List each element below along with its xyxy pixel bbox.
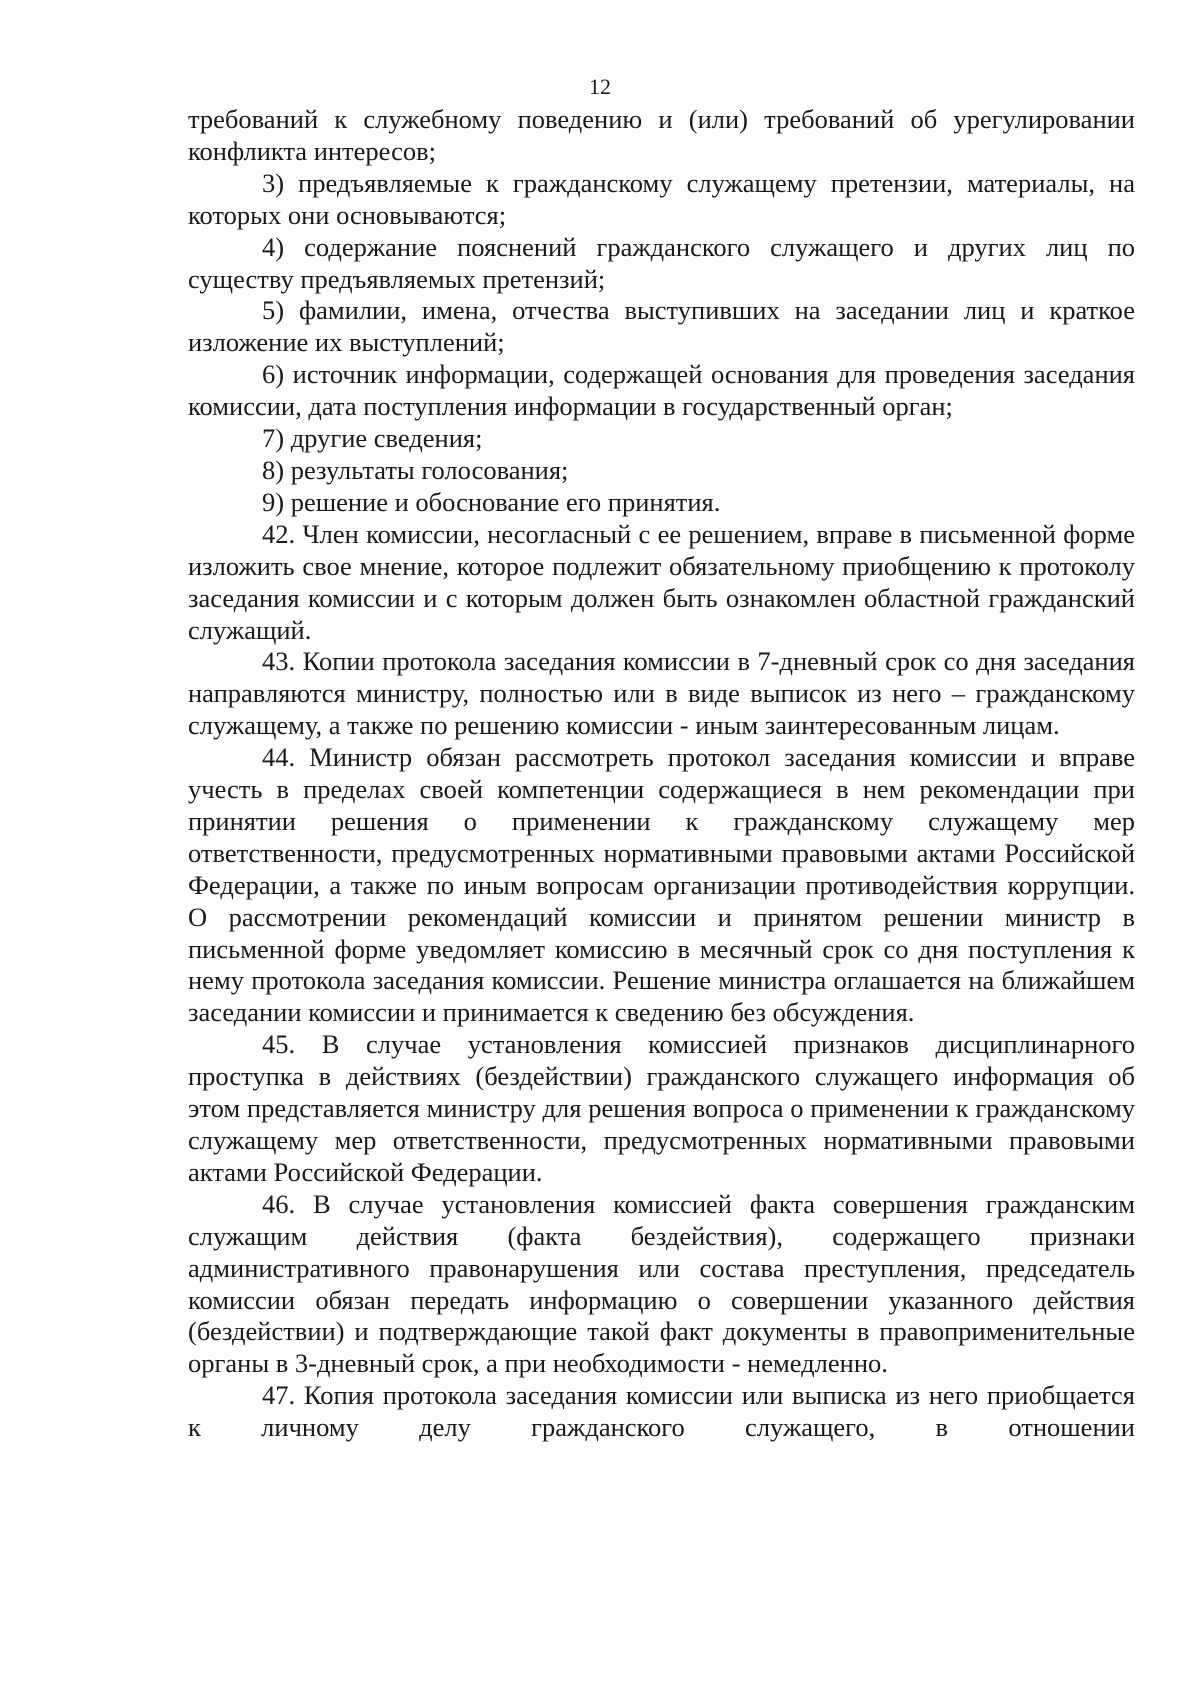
paragraph-clause-46: 46. В случае установления комиссией факта совершения гражданским служащим действия (факта бездействия), содержащего признаки административного правонарушения или состава преступления, председатель комиссии обязан передать информацию о совершении указанного действия (бездействии) и подтверждающие такой факт документы в правоприменительные органы в 3-дневный срок, а при необходимости - немедленно. [188, 1188, 1135, 1379]
paragraph-clause-43: 43. Копии протокола заседания комиссии в 7-дневный срок со дня заседания направляются министру, полностью или в виде выписок из него – гражданскому служащему, а также по решению комиссии - иным заинтересованным лицам. [188, 646, 1135, 741]
document-body [188, 104, 1135, 1444]
paragraph-item-3: 3) предъявляемые к гражданскому служащему претензии, материалы, на которых они основываются; [188, 167, 1135, 230]
page-number: 12 [589, 74, 611, 99]
paragraph-item-8: 8) результаты голосования; [262, 454, 569, 485]
paragraph-item-6: 6) источник информации, содержащей основания для проведения заседания комиссии, дата поступления информации в государственный орган; [188, 359, 1135, 422]
paragraph-item-4: 4) содержание пояснений гражданского служащего и других лиц по существу предъявляемых претензий; [188, 231, 1135, 294]
paragraph-item-9: 9) решение и обоснование его принятия. [262, 486, 721, 517]
paragraph-item-5: 5) фамилии, имена, отчества выступивших на заседании лиц и краткое изложение их выступлений; [188, 295, 1135, 358]
paragraph-continuation: требований к служебному поведению и (или) требований об урегулировании конфликта интересов; [188, 104, 1135, 166]
paragraph-clause-45: 45. В случае установления комиссией признаков дисциплинарного проступка в действиях (бездействии) гражданского служащего информация об этом представляется министру для решения вопроса о применении к гражданскому служащему мер ответственности, предусмотренных нормативными правовыми актами Российской Федерации. [188, 1029, 1135, 1187]
paragraph-clause-42: 42. Член комиссии, несогласный с ее решением, вправе в письменной форме изложить свое мнение, которое подлежит обязательному приобщению к протоколу заседания комиссии и с которым должен быть ознакомлен областной гражданский служащий. [188, 518, 1135, 645]
paragraph-item-7: 7) другие сведения; [262, 423, 483, 454]
paragraph-clause-47: 47. Копия протокола заседания комиссии или выписка из него приобщается к личному делу гражданского служащего, в отношении [188, 1380, 1135, 1443]
paragraph-clause-44: 44. Министр обязан рассмотреть протокол заседания комиссии и вправе учесть в пределах своей компетенции содержащиеся в нем рекомендации при принятии решения о применении к гражданскому служащему мер ответственности, предусмотренных нормативными правовыми актами Российской Федерации, а также по иным вопросам организации противодействия коррупции. О рассмотрении рекомендаций комиссии и принятом решении министр в письменной форме уведомляет комиссию в месячный срок со дня поступления к нему протокола заседания комиссии. Решение министра оглашается на ближайшем заседании комиссии и принимается к сведению без обсуждения. [188, 742, 1135, 1028]
